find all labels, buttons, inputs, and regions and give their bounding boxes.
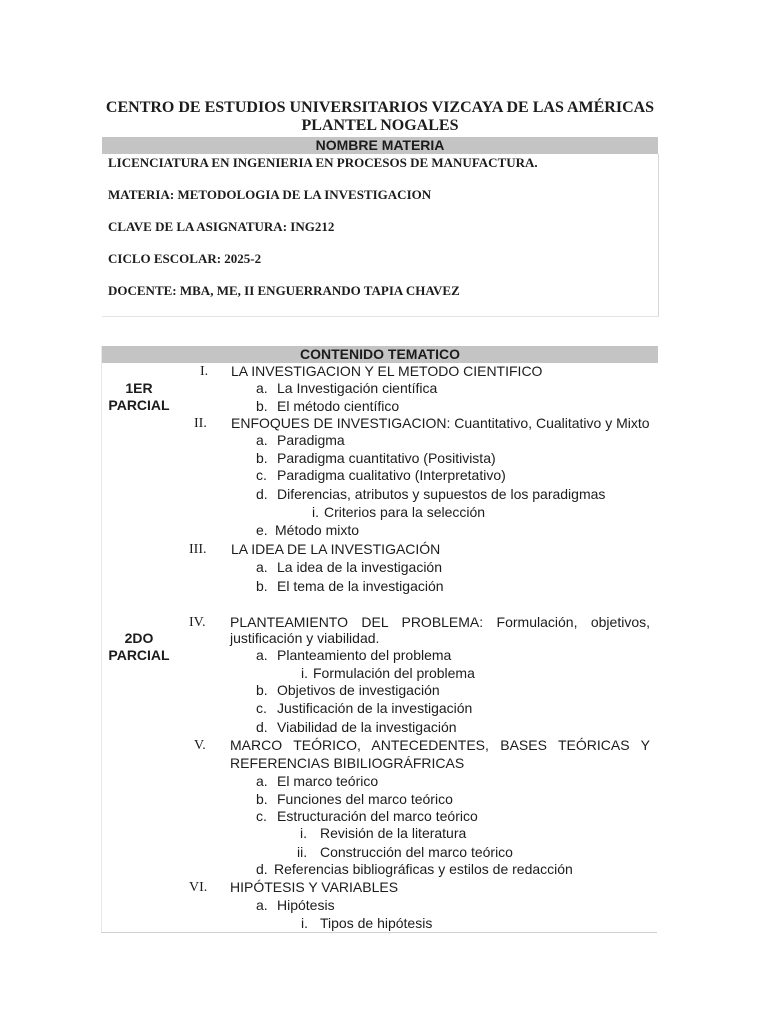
item-marker: i.: [301, 665, 308, 681]
list-item: Tipos de hipótesis: [320, 915, 433, 931]
item-marker: b.: [256, 398, 268, 414]
list-item: El tema de la investigación: [277, 578, 444, 594]
second-partial-line2: PARCIAL: [108, 647, 170, 663]
item-marker: d.: [256, 861, 268, 877]
institution-title: CENTRO DE ESTUDIOS UNIVERSITARIOS VIZCAYA DE LAS AMÉRICAS: [105, 99, 655, 116]
item-marker: e.: [256, 522, 268, 538]
list-item: Revisión de la literatura: [320, 825, 467, 841]
item-marker: ii.: [297, 844, 308, 860]
unit-number: IV.: [189, 615, 206, 630]
unit-number: II.: [194, 416, 207, 431]
list-item: Referencias bibliográficas y estilos de redacción: [274, 861, 573, 877]
first-partial-label: [104, 380, 174, 414]
first-partial-line1: 1ER: [125, 380, 153, 396]
item-marker: b.: [256, 450, 268, 466]
item-marker: c.: [256, 467, 267, 483]
course-code-line: CLAVE DE LA ASIGNATURA: ING212: [108, 219, 335, 234]
teacher-line: DOCENTE: MBA, ME, II ENGUERRANDO TAPIA CHAVEZ: [108, 283, 460, 298]
unit-title: LA INVESTIGACION Y EL METODO CIENTIFICO: [231, 363, 543, 379]
list-item: Viabilidad de la investigación: [277, 719, 457, 735]
unit-title: MARCO TEÓRICO, ANTECEDENTES, BASES TEÓRICAS Y: [230, 737, 650, 753]
subject-name-bar: NOMBRE MATERIA: [102, 137, 658, 154]
thematic-content-bar: CONTENIDO TEMATICO: [102, 346, 658, 363]
school-cycle-line: CICLO ESCOLAR: 2025-2: [108, 251, 262, 266]
item-marker: d.: [256, 719, 268, 735]
list-item: Diferencias, atributos y supuestos de los paradigmas: [277, 486, 606, 502]
item-marker: c.: [256, 700, 267, 716]
unit-number: VI.: [189, 880, 208, 895]
second-partial-label: [104, 630, 174, 664]
item-marker: a.: [256, 432, 268, 448]
first-partial-line2: PARCIAL: [108, 397, 170, 413]
degree-line: LICENCIATURA EN INGENIERIA EN PROCESOS DE MANUFACTURA.: [108, 155, 538, 170]
unit-title: ENFOQUES DE INVESTIGACION: Cuantitativo, Cualitativo y Mixto: [231, 415, 650, 431]
list-item: Objetivos de investigación: [277, 682, 440, 698]
item-marker: a.: [256, 897, 268, 913]
unit-number: I.: [200, 364, 209, 379]
item-marker: b.: [256, 682, 268, 698]
item-marker: i.: [312, 504, 319, 520]
list-item: Construcción del marco teórico: [320, 844, 513, 860]
list-item: Paradigma: [277, 432, 345, 448]
list-item: Estructuración del marco teórico: [277, 808, 478, 824]
table-bottom-rule: [101, 932, 657, 933]
list-item: Planteamiento del problema: [277, 647, 452, 663]
item-marker: a.: [256, 647, 268, 663]
list-item: Hipótesis: [277, 897, 335, 913]
unit-title-continued: REFERENCIAS BIBILIOGRÁFRICAS: [230, 755, 465, 771]
list-item: El método científico: [277, 398, 400, 414]
unit-title: LA IDEA DE LA INVESTIGACIÓN: [231, 541, 441, 557]
item-marker: a.: [256, 380, 268, 396]
unit-title-continued: justificación y viabilidad.: [230, 630, 380, 646]
list-item: Formulación del problema: [313, 665, 475, 681]
list-item: Paradigma cuantitativo (Positivista): [277, 450, 496, 466]
item-marker: b.: [256, 578, 268, 594]
list-item: Paradigma cualitativo (Interpretativo): [277, 467, 506, 483]
item-marker: d.: [256, 486, 268, 502]
item-marker: i.: [301, 915, 308, 931]
list-item: La Investigación científica: [277, 380, 438, 396]
item-marker: a.: [256, 559, 268, 575]
list-item: Funciones del marco teórico: [277, 791, 453, 807]
unit-title: HIPÓTESIS Y VARIABLES: [230, 879, 399, 895]
subject-line: MATERIA: METODOLOGIA DE LA INVESTIGACION: [108, 187, 432, 202]
item-marker: a.: [256, 773, 268, 789]
list-item: Justificación de la investigación: [277, 700, 473, 716]
unit-number: III.: [189, 542, 207, 557]
list-item: El marco teórico: [277, 773, 379, 789]
list-item: La idea de la investigación: [277, 559, 443, 575]
unit-title: PLANTEAMIENTO DEL PROBLEMA: Formulación, objetivos,: [230, 614, 650, 630]
campus-title: PLANTEL NOGALES: [301, 117, 459, 134]
unit-number: V.: [194, 738, 206, 753]
list-item: Criterios para la selección: [324, 504, 486, 520]
item-marker: i.: [300, 825, 307, 841]
second-partial-line1: 2DO: [124, 630, 154, 646]
item-marker: b.: [256, 791, 268, 807]
table-left-rule: [101, 346, 102, 932]
item-marker: c.: [256, 808, 267, 824]
list-item: Método mixto: [275, 522, 360, 538]
